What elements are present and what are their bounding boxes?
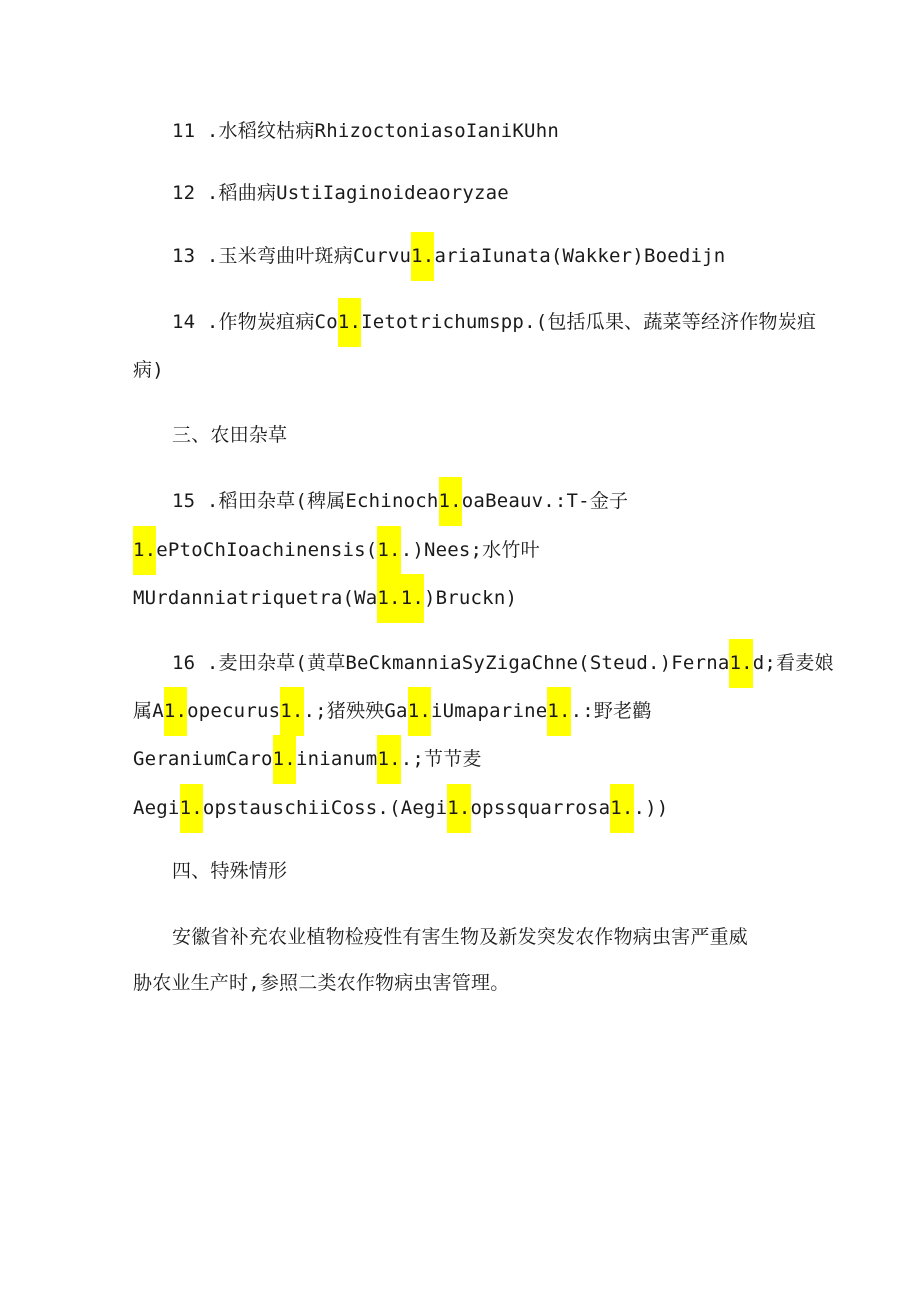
list-item-11 <box>172 118 559 144</box>
highlight-mark: 1. <box>164 687 187 736</box>
text-segment: 14 .作物炭疽病Co <box>172 311 338 333</box>
highlight-mark: 1. <box>377 526 400 575</box>
list-item-15-line-2 <box>133 537 540 563</box>
list-item-14-line-2 <box>133 357 164 383</box>
paragraph-line-2 <box>133 970 509 996</box>
paragraph-line-1 <box>172 924 748 950</box>
highlight-mark: 1. <box>447 784 470 833</box>
text-segment: GeraniumCaro <box>133 748 273 770</box>
text-segment: 11 .水稻纹枯病RhizoctoniasoIaniKUhn <box>172 120 559 142</box>
text-segment: 16 .麦田杂草(黄草BeCkmanniaSyZigaChne(Steud.)Ferna <box>172 652 730 674</box>
text-segment: .)Nees;水竹叶 <box>400 539 540 561</box>
text-segment: .;猪殃殃Ga <box>303 700 408 722</box>
list-item-13 <box>172 243 725 269</box>
highlight-mark: 1. <box>439 477 462 526</box>
text-segment: ePtoChIoachinensis( <box>156 539 378 561</box>
text-segment: 胁农业生产时,参照二类农作物病虫害管理。 <box>133 972 510 994</box>
text-segment: inianum <box>295 748 378 770</box>
text-segment: .:野老鹳 <box>570 700 652 722</box>
highlight-mark: 1. <box>280 687 303 736</box>
text-segment: Ietotrichumspp.(包括瓜果、蔬菜等经济作物炭疽 <box>361 311 817 333</box>
highlight-mark: 1. <box>180 784 203 833</box>
text-segment: )Bruckn) <box>423 587 518 609</box>
section-heading-weeds <box>172 422 287 448</box>
list-item-16-line-3 <box>133 746 482 772</box>
text-segment: opstauschiiCoss.(Aegi <box>202 797 448 819</box>
text-segment: 12 .稻曲病UstiIaginoideaoryzae <box>172 182 509 204</box>
list-item-16-line-2 <box>133 698 652 724</box>
text-segment: 安徽省补充农业植物检疫性有害生物及新发突发农作物病虫害严重威 <box>172 926 749 948</box>
text-segment: .)) <box>633 797 669 819</box>
list-item-16-line-1 <box>172 650 834 676</box>
text-segment: oaBeauv.:T-金子 <box>461 490 629 512</box>
list-item-12 <box>172 180 509 206</box>
text-segment: 13 .玉米弯曲叶斑病Curvu <box>172 245 412 267</box>
highlight-mark: 1. <box>377 735 400 784</box>
text-segment: 属A <box>133 700 164 722</box>
highlight-mark: 1.1. <box>377 574 424 623</box>
text-segment: iUmaparine <box>430 700 548 722</box>
list-item-15-line-3 <box>133 585 517 611</box>
text-segment: ariaIunata(Wakker)Boedijn <box>434 245 726 267</box>
highlight-mark: 1. <box>133 526 156 575</box>
text-segment: Aegi <box>133 797 180 819</box>
section-heading-special <box>172 858 287 884</box>
highlight-mark: 1. <box>610 784 633 833</box>
highlight-mark: 1. <box>411 232 434 281</box>
highlight-mark: 1. <box>408 687 431 736</box>
list-item-14-line-1 <box>172 309 816 335</box>
text-segment: .;节节麦 <box>400 748 482 770</box>
highlight-mark: 1. <box>729 639 752 688</box>
text-segment: d;看麦娘 <box>752 652 834 674</box>
list-item-15-line-1 <box>172 488 628 514</box>
highlight-mark: 1. <box>273 735 296 784</box>
text-segment: 15 .稻田杂草(稗属Echinoch <box>172 490 439 512</box>
text-segment: MUrdanniatriquetra(Wa <box>133 587 378 609</box>
text-segment: 病) <box>133 359 164 381</box>
text-segment: opssquarrosa <box>470 797 611 819</box>
text-segment: 三、农田杂草 <box>172 424 288 446</box>
text-segment: opecurus <box>187 700 281 722</box>
list-item-16-line-4 <box>133 795 668 821</box>
text-segment: 四、特殊情形 <box>172 860 288 882</box>
highlight-mark: 1. <box>338 298 361 347</box>
highlight-mark: 1. <box>547 687 570 736</box>
